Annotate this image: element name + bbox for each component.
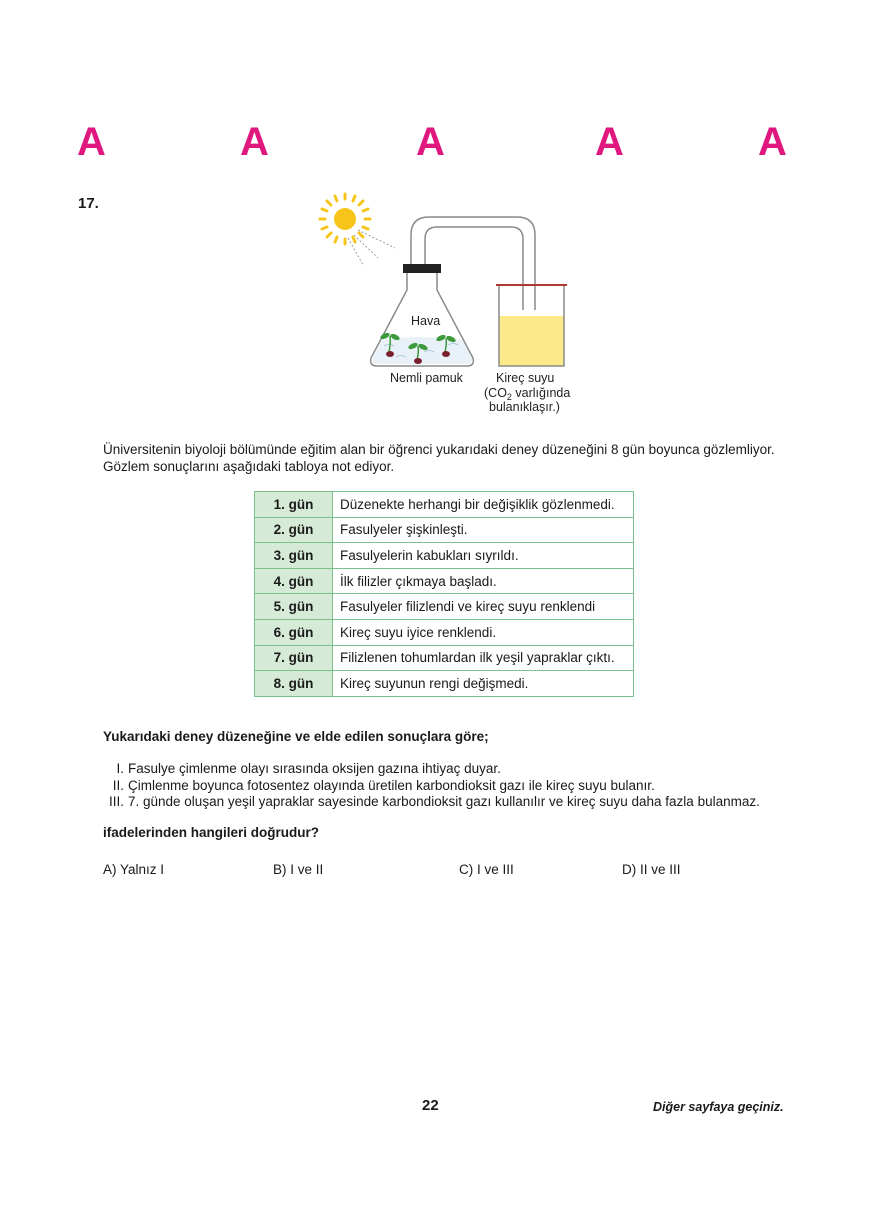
day-cell: 3. gün	[255, 543, 333, 569]
label-limewater: Kireç suyu	[496, 371, 555, 385]
statement-item	[103, 778, 760, 795]
label-wet-cotton: Nemli pamuk	[390, 371, 463, 385]
observation-cell: Kireç suyu iyice renklendi.	[333, 619, 634, 645]
booklet-letter: A	[77, 120, 106, 164]
question-prompt: ifadelerinden hangileri doğrudur?	[103, 825, 320, 840]
option-a[interactable]: A) Yalnız I	[103, 862, 165, 877]
statement-number: II.	[112, 777, 124, 793]
intro-text: Üniversitenin biyoloji bölümünde eğitim alan bir öğrenci yukarıdaki deney düzeneğini 8 gün boyunca gözlemliyor. Gözlem sonuçlarını aşağıdaki tabloya not ediyor.	[103, 442, 775, 474]
light-rays	[348, 230, 395, 265]
day-cell: 5. gün	[255, 594, 333, 620]
sun-icon	[320, 194, 370, 244]
wet-cotton	[373, 337, 473, 364]
day-cell: 7. gün	[255, 645, 333, 671]
day-cell: 2. gün	[255, 517, 333, 543]
statement-number: III.	[108, 794, 124, 809]
question-stem: Yukarıdaki deney düzeneğine ve elde edilen sonuçlara göre;	[103, 729, 489, 744]
observation-cell: Filizlenen tohumlardan ilk yeşil yapraklar çıktı.	[333, 645, 634, 671]
observation-cell: Fasulyeler şişkinleşti.	[333, 517, 634, 543]
day-cell: 4. gün	[255, 568, 333, 594]
observation-table	[254, 491, 634, 697]
day-cell: 1. gün	[255, 492, 333, 518]
question-number: 17.	[78, 195, 99, 212]
table-row	[255, 568, 634, 594]
day-cell: 8. gün	[255, 671, 333, 697]
table-row	[255, 492, 634, 518]
observation-cell: Fasulyelerin kabukları sıyrıldı.	[333, 543, 634, 569]
statement-text: Çimlenme boyunca fotosentez olayında üretilen karbondioksit gazı ile kireç suyu bulanır.	[128, 777, 655, 793]
table-row	[255, 543, 634, 569]
statement-list	[103, 761, 760, 811]
table-row	[255, 671, 634, 697]
page-number: 22	[422, 1097, 439, 1114]
observation-cell: Düzenekte herhangi bir değişiklik gözlenmedi.	[333, 492, 634, 518]
option-d[interactable]: D) II ve III	[622, 862, 681, 877]
statement-text: Fasulye çimlenme olayı sırasında oksijen gazına ihtiyaç duyar.	[128, 761, 501, 776]
experiment-figure	[300, 190, 600, 420]
observation-cell: Fasulyeler filizlendi ve kireç suyu renklendi	[333, 594, 634, 620]
booklet-letter: A	[758, 120, 787, 164]
option-b[interactable]: B) I ve II	[273, 862, 324, 877]
observation-cell: Kireç suyunun rengi değişmedi.	[333, 671, 634, 697]
day-cell: 6. gün	[255, 619, 333, 645]
statement-item	[103, 761, 760, 778]
option-c[interactable]: C) I ve III	[459, 862, 514, 877]
table-row	[255, 619, 634, 645]
booklet-letter: A	[240, 120, 269, 164]
limewater	[499, 316, 564, 366]
statement-item	[103, 794, 760, 811]
footer-note: Diğer sayfaya geçiniz.	[653, 1100, 784, 1114]
table-row	[255, 594, 634, 620]
observation-cell: İlk filizler çıkmaya başladı.	[333, 568, 634, 594]
table-row	[255, 517, 634, 543]
rubber-stopper	[403, 264, 441, 273]
table-row	[255, 645, 634, 671]
statement-number: I.	[116, 761, 124, 776]
statement-text: 7. günde oluşan yeşil yapraklar sayesinde karbondioksit gazı kullanılır ve kireç suyu daha fazla bulanmaz.	[128, 794, 760, 809]
booklet-letter: A	[595, 120, 624, 164]
label-air: Hava	[411, 314, 441, 328]
label-co2: ($CO_2$ varlığında	[484, 386, 571, 402]
booklet-letter: A	[416, 120, 445, 164]
label-cloudy: bulanıklaşır.)	[489, 400, 560, 414]
